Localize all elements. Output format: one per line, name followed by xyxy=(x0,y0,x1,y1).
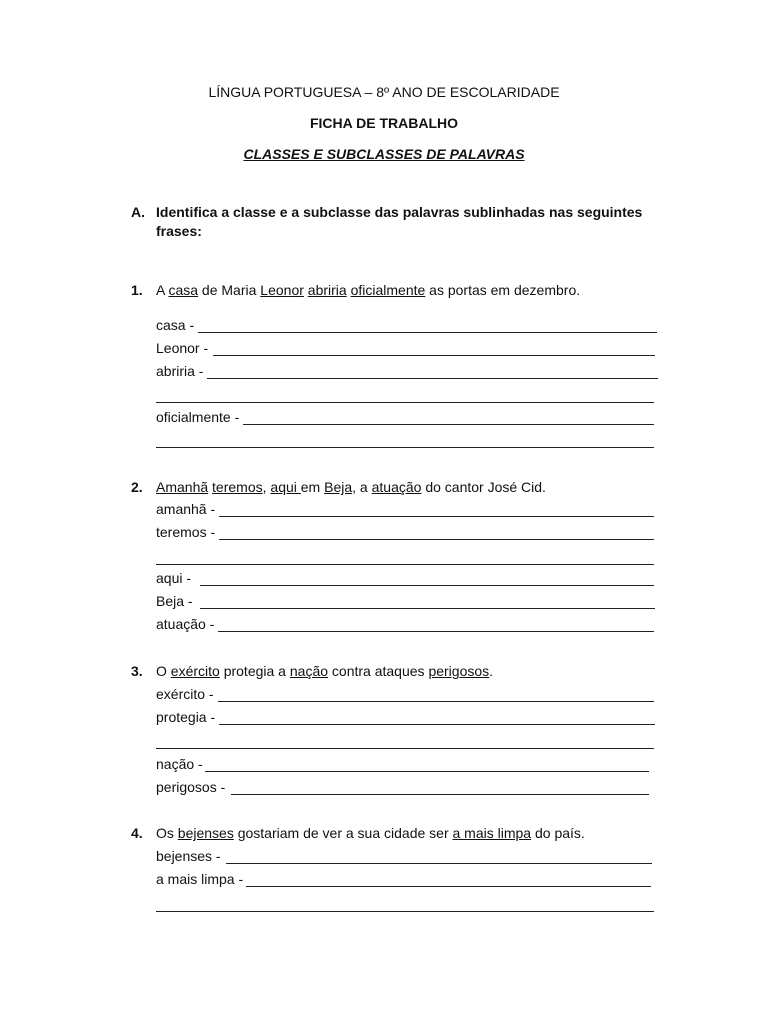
sentence-text: as portas em dezembro. xyxy=(425,282,581,298)
question-number: 2. xyxy=(131,479,143,495)
answer-continuation-line[interactable] xyxy=(156,401,654,403)
answer-label: exército - xyxy=(156,686,214,702)
underlined-word: a mais limpa xyxy=(452,825,532,841)
answer-continuation-line[interactable] xyxy=(156,446,654,448)
sentence-text: em xyxy=(300,479,325,495)
sentence-text: , a xyxy=(352,479,372,495)
sentence-text: A xyxy=(156,282,169,298)
answer-label: aqui - xyxy=(156,570,192,586)
underlined-word: perigosos xyxy=(428,663,490,679)
answer-label: Leonor - xyxy=(156,340,209,356)
underlined-word: abriria xyxy=(307,282,347,298)
underlined-word: exército xyxy=(170,663,220,679)
underlined-word: teremos xyxy=(212,479,263,495)
answer-label: teremos - xyxy=(156,524,216,540)
sentence-text: de Maria xyxy=(198,282,261,298)
answer-label: atuação - xyxy=(156,616,215,632)
answer-label: casa - xyxy=(156,317,195,333)
answer-label: bejenses - xyxy=(156,848,221,864)
underlined-word: oficialmente xyxy=(350,282,426,298)
question-sentence xyxy=(156,479,546,495)
sentence-text: Os xyxy=(156,825,178,841)
answer-label: perigosos - xyxy=(156,779,226,795)
sentence-text: do país. xyxy=(531,825,585,841)
answer-label: nação - xyxy=(156,756,203,772)
sentence-text: , xyxy=(262,479,271,495)
answer-label: amanhã - xyxy=(156,501,216,517)
question-number: 1. xyxy=(131,282,143,298)
answer-label: protegia - xyxy=(156,709,216,725)
sentence-text: gostariam de ver a sua cidade ser xyxy=(233,825,453,841)
underlined-word: nação xyxy=(289,663,329,679)
underlined-word: aqui xyxy=(270,479,301,495)
section-label: A. xyxy=(131,204,145,220)
question-sentence xyxy=(156,825,585,841)
sentence-text: contra ataques xyxy=(328,663,429,679)
answer-label: Beja - xyxy=(156,593,193,609)
worksheet-title: FICHA DE TRABALHO xyxy=(309,115,459,131)
question-sentence xyxy=(156,282,580,298)
underlined-word: atuação xyxy=(371,479,422,495)
answer-continuation-line[interactable] xyxy=(156,563,654,565)
underlined-word: casa xyxy=(168,282,199,298)
sentence-text: do cantor José Cid. xyxy=(421,479,546,495)
sentence-text: . xyxy=(489,663,494,679)
question-sentence xyxy=(156,663,493,679)
subject-title: LÍNGUA PORTUGUESA – 8º ANO DE ESCOLARIDADE xyxy=(208,84,560,100)
answer-continuation-line[interactable] xyxy=(156,747,654,749)
underlined-word: Leonor xyxy=(260,282,304,298)
answer-label: a mais limpa - xyxy=(156,871,244,887)
question-number: 4. xyxy=(131,825,143,841)
answer-label: oficialmente - xyxy=(156,409,240,425)
sentence-text: protegia a xyxy=(219,663,290,679)
underlined-word: Amanhã xyxy=(156,479,209,495)
topic-title: CLASSES E SUBCLASSES DE PALAVRAS xyxy=(243,146,525,162)
answer-label: abriria - xyxy=(156,363,204,379)
answer-continuation-line[interactable] xyxy=(156,910,654,912)
sentence-text: O xyxy=(156,663,171,679)
section-text: Identifica a classe e a subclasse das palavras sublinhadas nas seguintes frases: xyxy=(156,204,643,239)
underlined-word: Beja xyxy=(324,479,353,495)
question-number: 3. xyxy=(131,663,143,679)
underlined-word: bejenses xyxy=(177,825,234,841)
